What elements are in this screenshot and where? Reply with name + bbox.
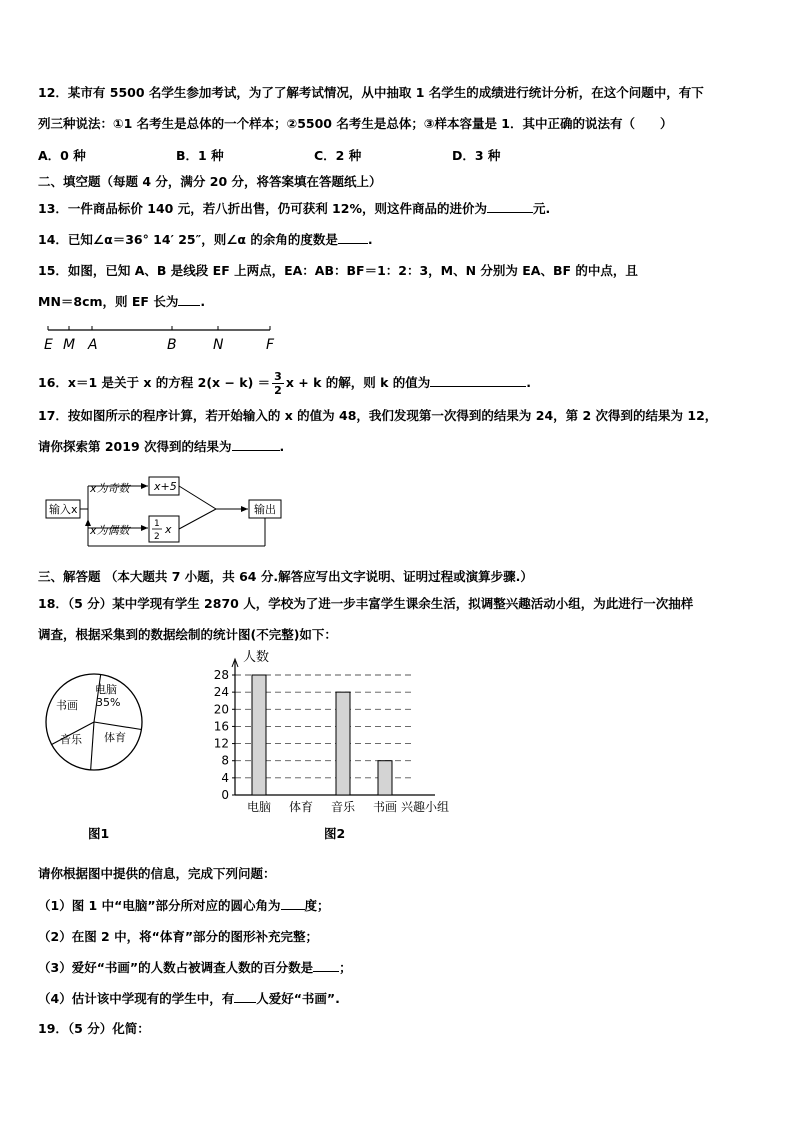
q18-sub1-wrap xyxy=(38,896,330,914)
q12-option-d: D．3 种 xyxy=(452,148,501,163)
q18-line1: 18．（5 分）某中学现有学生 2870 人，学校为了进一步丰富学生课余生活，拟调整兴趣活动小组，为此进行一次抽样 xyxy=(38,596,694,611)
point-label-n: N xyxy=(213,337,224,353)
y-tick-label: 0 xyxy=(221,788,229,802)
q12-option-b: B．1 种 xyxy=(176,148,224,163)
q14 xyxy=(38,230,373,248)
flow-even-label: x为偶数 xyxy=(90,524,130,537)
q16-fraction-denominator: 2 xyxy=(274,384,282,397)
q18-sub3: （3）爱好“书画”的人数占被调查人数的百分数是 xyxy=(38,960,314,975)
bar-3 xyxy=(378,761,392,795)
q18-sub3-wrap xyxy=(38,958,352,976)
q13-tail: 元. xyxy=(532,201,551,216)
q16-fraction-numerator: 3 xyxy=(274,370,282,383)
q14-answer-blank[interactable] xyxy=(338,231,368,244)
q16-text-b: x + k 的解，则 k 的值为 xyxy=(285,375,431,390)
program-flowchart xyxy=(44,470,294,552)
q17-answer-blank[interactable] xyxy=(232,438,280,451)
q17-line2: 请你探索第 2019 次得到的结果为 xyxy=(38,439,232,454)
pie-label-calligraphy: 书画 xyxy=(56,699,78,712)
q17-line1: 17．按如图所示的程序计算，若开始输入的 x 的值为 48，我们发现第一次得到的结果为 24，第 2 次得到的结果为 12， xyxy=(38,408,718,423)
q18-sub4: （4）估计该中学现有的学生中，有 xyxy=(38,991,235,1006)
x-category-label: 书画 xyxy=(372,800,398,814)
q18-sub2: （2）在图 2 中，将“体育”部分的图形补充完整； xyxy=(38,929,319,944)
q19: 19．（5 分）化简： xyxy=(38,1021,150,1036)
q16-answer-blank[interactable] xyxy=(430,374,526,387)
pie-label-music: 音乐 xyxy=(60,733,82,746)
flow-op-even-variable: x xyxy=(165,523,172,536)
q16-text-a: x＝1 是关于 x 的方程 2(x − k) ＝ xyxy=(67,375,271,390)
q13-answer-blank[interactable] xyxy=(487,200,533,213)
q12-option-a: A．0 种 xyxy=(38,148,86,163)
bar-0 xyxy=(252,675,266,795)
y-tick-label: 12 xyxy=(213,736,229,751)
point-label-f: F xyxy=(266,337,275,353)
q18-sub1-tail: 度； xyxy=(304,898,330,913)
q18-prompt: 请你根据图中提供的信息，完成下列问题： xyxy=(38,866,276,881)
segment-ef-figure xyxy=(38,322,288,354)
q16-number: 16． xyxy=(38,375,68,390)
q13 xyxy=(38,199,550,217)
figure2-bar-chart xyxy=(205,645,465,817)
pie-label-computer-percent: 35% xyxy=(96,696,121,709)
q16 xyxy=(38,370,531,397)
q12-option-c: C．2 种 xyxy=(314,148,362,163)
point-label-e: E xyxy=(44,337,53,353)
flow-input-label: 输入x xyxy=(49,503,78,516)
pie-label-computer: 电脑 xyxy=(95,683,117,696)
pie-chart-group xyxy=(46,674,142,770)
q12-line2: 列三种说法：①1 名考生是总体的一个样本；②5500 名考生是总体；③样本容量是 1．其中正确的说法有（ ） xyxy=(38,116,673,131)
q12-line1: 12．某市有 5500 名学生参加考试，为了了解考试情况，从中抽取 1 名学生的成绩进行统计分析，在这个问题中，有下 xyxy=(38,85,704,100)
q18-sub3-answer-blank[interactable] xyxy=(313,959,339,972)
q15-tail: . xyxy=(200,294,206,309)
y-tick-label: 28 xyxy=(213,668,229,682)
flow-op-even-denominator: 2 xyxy=(154,532,160,542)
figure1-caption: 图1 xyxy=(88,826,110,841)
q18-sub4-wrap xyxy=(38,989,340,1007)
bar-2 xyxy=(336,692,350,795)
q15-line2-wrap xyxy=(38,292,205,310)
y-tick-label: 4 xyxy=(221,770,229,785)
point-label-a: A xyxy=(88,337,98,353)
q16-fraction xyxy=(272,370,284,397)
x-category-label: 电脑 xyxy=(246,800,272,814)
q17-tail: . xyxy=(279,439,285,454)
x-axis-label: 兴趣小组 xyxy=(401,800,450,814)
q15-line2: MN＝8cm，则 EF 长为 xyxy=(38,294,179,309)
section-heading-fill-blank: 二、填空题（每题 4 分，满分 20 分，将答案填在答题纸上） xyxy=(38,174,382,189)
flow-odd-label: x为奇数 xyxy=(90,482,130,495)
y-axis-label: 人数 xyxy=(243,650,270,665)
q17-line2-wrap xyxy=(38,437,284,455)
q14-tail: . xyxy=(367,232,373,247)
flow-output-label: 输出 xyxy=(254,503,276,516)
y-tick-label: 16 xyxy=(213,719,229,734)
q18-sub4-answer-blank[interactable] xyxy=(234,990,256,1003)
pie-label-sports: 体育 xyxy=(104,731,126,744)
flow-connector xyxy=(179,509,216,529)
figure1-pie-chart xyxy=(40,672,152,774)
y-tick-label: 24 xyxy=(213,685,229,700)
q18-sub1: （1）图 1 中“电脑”部分所对应的圆心角为 xyxy=(38,898,281,913)
q18-sub4-tail: 人爱好“书画”. xyxy=(256,991,340,1006)
figure2-caption: 图2 xyxy=(324,826,346,841)
q15-line1: 15．如图，已知 A、B 是线段 EF 上两点，EA：AB：BF＝1：2：3，M、N 分别为 EA、BF 的中点，且 xyxy=(38,263,638,278)
flow-op-even-numerator: 1 xyxy=(154,519,160,529)
q18-sub1-answer-blank[interactable] xyxy=(281,897,305,910)
q13-text: 13．一件商品标价 140 元，若八折出售，仍可获利 12%，则这件商品的进价为 xyxy=(38,201,487,216)
q18-sub3-tail: ； xyxy=(339,960,352,975)
q18-line2: 调查，根据采集到的数据绘制的统计图(不完整)如下： xyxy=(38,627,337,642)
y-tick-label: 20 xyxy=(213,702,229,717)
y-tick-label: 8 xyxy=(221,753,229,768)
q15-answer-blank[interactable] xyxy=(178,293,200,306)
q16-tail: . xyxy=(526,375,531,390)
x-category-label: 体育 xyxy=(288,800,314,814)
q14-text: 14．已知∠α＝36° 14′ 25″，则∠α 的余角的度数是 xyxy=(38,232,338,247)
point-label-b: B xyxy=(167,337,177,353)
x-category-label: 音乐 xyxy=(330,800,356,814)
section-heading-solutions: 三、解答题 （本大题共 7 小题，共 64 分.解答应写出文字说明、证明过程或演算步骤.） xyxy=(38,569,533,584)
flow-connector xyxy=(179,486,216,509)
flow-op-odd-label: x+5 xyxy=(154,480,177,493)
point-label-m: M xyxy=(63,337,76,353)
